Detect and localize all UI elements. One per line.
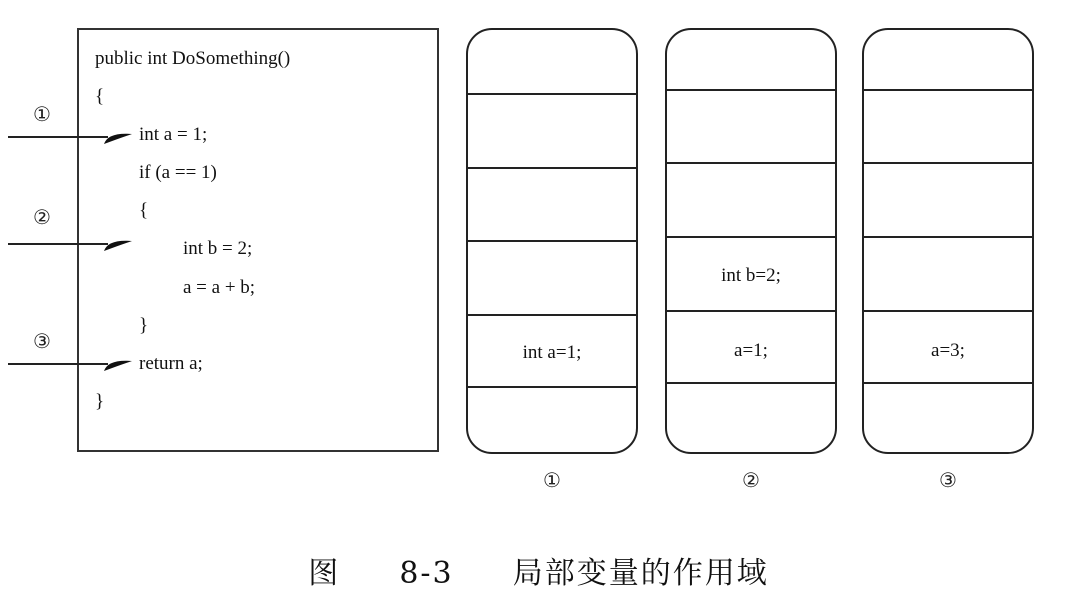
stack-3-divider xyxy=(864,236,1032,238)
stack-1-divider xyxy=(468,314,636,316)
code-line-return: return a; xyxy=(139,353,203,374)
stack-3-cell-a: a=3; xyxy=(931,340,965,361)
stack-label-2: ② xyxy=(742,468,760,492)
marker-arrow-line-3 xyxy=(8,363,108,365)
figure-caption: 图 8-3 局部变量的作用域 xyxy=(308,556,769,591)
code-line-assign-a: a = a + b; xyxy=(183,277,256,298)
stack-3-divider xyxy=(864,382,1032,384)
code-line-open-brace: { xyxy=(95,86,105,107)
stack-2-divider xyxy=(667,89,835,91)
stack-1-divider xyxy=(468,93,636,95)
stack-1-divider xyxy=(468,386,636,388)
marker-arrow-head-2 xyxy=(104,237,132,251)
stack-1-divider xyxy=(468,240,636,242)
stack-2-divider xyxy=(667,310,835,312)
stack-2-divider xyxy=(667,382,835,384)
stack-3-divider xyxy=(864,162,1032,164)
code-line-close-brace: } xyxy=(95,391,105,412)
marker-label-3: ③ xyxy=(33,329,51,353)
stack-1-cell-int-a: int a=1; xyxy=(522,342,582,363)
stack-1-divider xyxy=(468,167,636,169)
marker-arrow-head-3 xyxy=(104,357,132,371)
stack-2-divider xyxy=(667,162,835,164)
stack-frame-3 xyxy=(862,28,1034,454)
marker-label-2: ② xyxy=(33,205,51,229)
stack-3-divider xyxy=(864,89,1032,91)
code-line-if-close-brace: } xyxy=(139,315,149,336)
stack-2-cell-a: a=1; xyxy=(734,340,768,361)
stack-3-divider xyxy=(864,310,1032,312)
marker-arrow-line-2 xyxy=(8,243,108,245)
marker-label-1: ① xyxy=(33,102,51,126)
stack-label-3: ③ xyxy=(939,468,957,492)
code-line-int-a: int a = 1; xyxy=(139,124,208,145)
stack-label-1: ① xyxy=(543,468,561,492)
code-line-if-open-brace: { xyxy=(139,200,149,221)
code-line-int-b: int b = 2; xyxy=(183,238,253,259)
marker-arrow-head-1 xyxy=(104,130,132,144)
stack-2-cell-int-b: int b=2; xyxy=(721,265,781,286)
marker-arrow-line-1 xyxy=(8,136,108,138)
stack-2-divider xyxy=(667,236,835,238)
stack-frame-2 xyxy=(665,28,837,454)
code-line-if: if (a == 1) xyxy=(139,162,217,183)
code-line-signature: public int DoSomething() xyxy=(95,48,291,69)
stack-frame-1 xyxy=(466,28,638,454)
